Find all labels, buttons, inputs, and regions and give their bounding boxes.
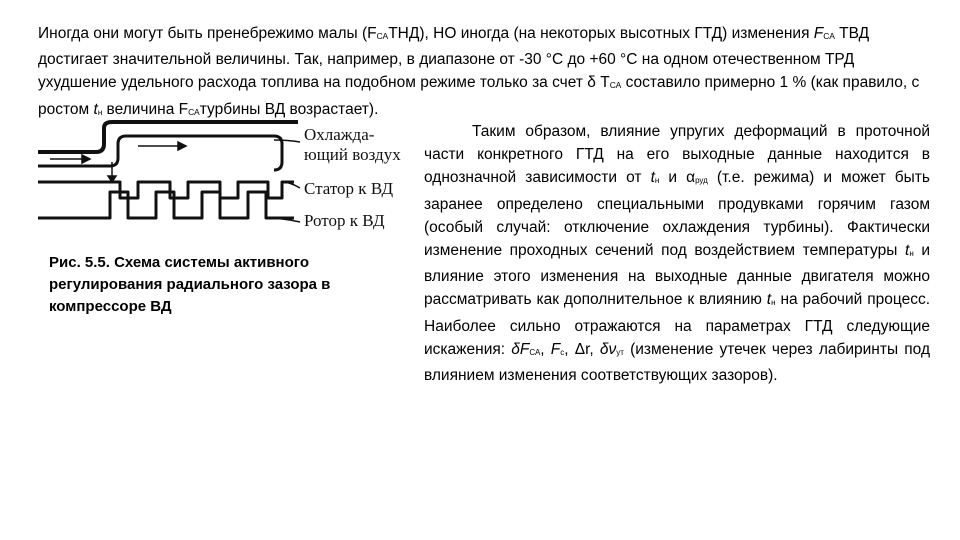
right-paragraph	[424, 120, 930, 387]
text-run: (изменение утечек через лабиринты под влиянием изменения соответствующих зазоров).	[424, 340, 930, 385]
variable: t	[766, 291, 772, 309]
text-run: и α	[659, 169, 696, 187]
variable: t	[650, 169, 655, 187]
subscript: н	[771, 298, 776, 308]
text-run: ,	[540, 340, 551, 358]
variable: F	[813, 25, 824, 42]
diagram-label: ющий воздух	[304, 145, 401, 164]
subscript: СА	[529, 347, 541, 357]
variable: F	[550, 340, 561, 358]
subscript: ут	[616, 347, 624, 357]
text-run: Таким образом, влияние упругих деформаций в проточной части конкретного ГТД на его выходные данные находится в однозначной зависимости от	[424, 123, 930, 187]
subscript: с	[560, 347, 565, 357]
arrow-right-icon	[82, 155, 90, 163]
stator-line	[38, 182, 294, 198]
rotor-line	[38, 192, 294, 218]
variable: δν	[599, 340, 617, 358]
diagram-label: Охлажда-	[304, 125, 375, 144]
text-run: ТНД), НО иногда (на некоторых высотных ГТД) изменения	[388, 25, 814, 42]
pointer-cooling	[274, 140, 300, 142]
text-run: ТВД достигает значительной величины. Так, например, в диапазоне от -30 °С до +60 °С на одном отечественном ТРД ухудшение удельного расхода топлива на подобном режиме только за счет δ Т	[38, 25, 870, 92]
subscript: н	[97, 107, 103, 117]
text-run: , Δr,	[564, 340, 600, 358]
top-paragraph	[38, 22, 930, 124]
subscript: СА	[188, 106, 200, 117]
subscript: н	[909, 249, 914, 259]
text-run: (т.е. режима) и может быть заранее определено специальными продувками горячим газом (особый случай: отключение охлаждения турбины). Фактически изменение проходных сечений под воздействием температуры	[424, 169, 930, 260]
radial-clearance-diagram	[38, 118, 418, 248]
subscript: руд	[695, 176, 708, 186]
text-run: составило примерно 1 % (как правило, с ростом	[38, 74, 920, 118]
text-run: величина F	[102, 100, 189, 118]
variable: t	[93, 100, 98, 118]
pointer-rotor	[266, 218, 300, 222]
diagram-label: Статор к ВД	[304, 179, 394, 198]
variable: t	[905, 242, 910, 260]
text-run: на рабочий процесс. Наиболее сильно отражаются на параметрах ГТД следующие искажения:	[424, 291, 930, 358]
arrow-right-icon	[178, 142, 186, 150]
subscript: СА	[823, 31, 835, 41]
diagram-label: Ротор к ВД	[304, 211, 385, 230]
subscript: н	[654, 176, 660, 186]
text-run: Иногда они могут быть пренебрежимо малы (F	[38, 25, 377, 42]
text-run: и влияние этого изменения на выходные данные двигателя можно рассматривать как дополнительное к влиянию	[424, 242, 930, 309]
figure-caption: Рис. 5.5. Схема системы активного регулирования радиального зазора в компрессоре ВД	[49, 254, 331, 315]
subscript: СА	[376, 31, 389, 41]
subscript: СА	[609, 80, 622, 91]
variable: δF	[511, 340, 530, 358]
pointer-stator	[282, 182, 300, 188]
text-run: турбины ВД возрастает).	[199, 100, 379, 118]
